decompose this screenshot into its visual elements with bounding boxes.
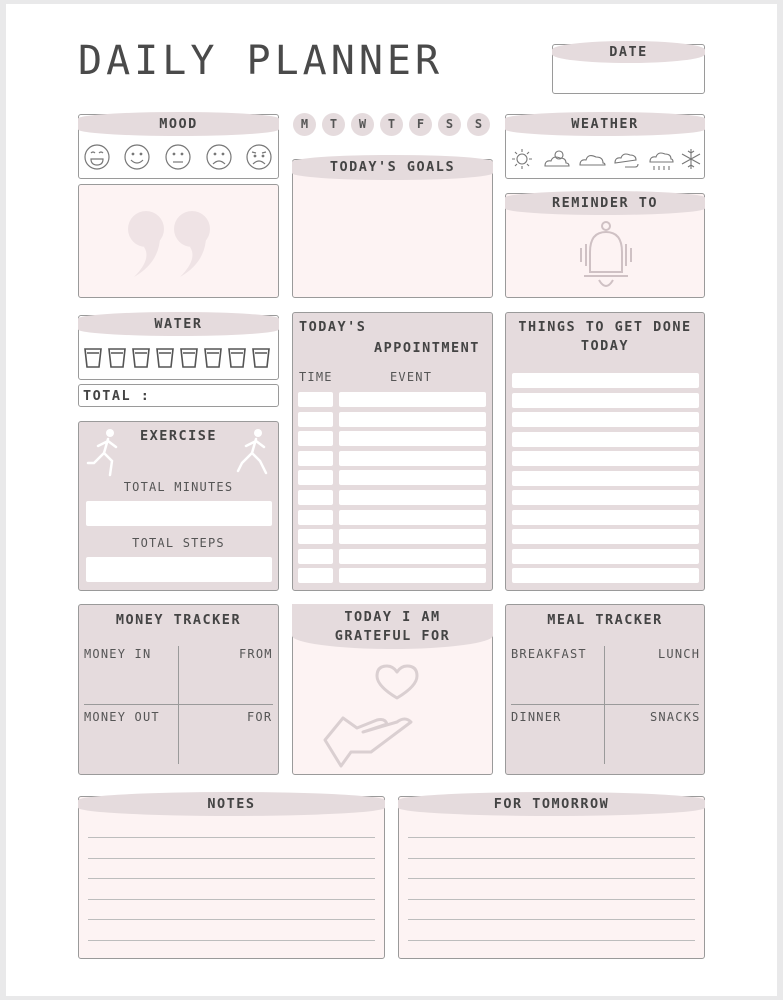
sun-icon[interactable]	[512, 149, 532, 169]
weekday-wed[interactable]: W	[351, 113, 374, 136]
ruled-line	[88, 837, 375, 838]
money-divider-h	[84, 704, 273, 705]
todo-item-row[interactable]	[512, 432, 699, 447]
appointment-event-cell[interactable]	[339, 490, 486, 505]
meal-divider-h	[511, 704, 699, 705]
appointment-title-line1: TODAY'S	[299, 319, 367, 335]
cloud-icon[interactable]	[580, 156, 605, 165]
todo-item-row[interactable]	[512, 549, 699, 564]
water-cup-icon[interactable]	[109, 349, 125, 367]
date-header: DATE	[552, 41, 705, 63]
sun-cloud-icon[interactable]	[545, 151, 569, 166]
ruled-line	[88, 858, 375, 859]
runner-left-icon	[86, 428, 126, 478]
ruled-line	[408, 837, 695, 838]
weekday-mon[interactable]: M	[293, 113, 316, 136]
appointment-event-cell[interactable]	[339, 412, 486, 427]
water-cups	[82, 346, 277, 370]
appointment-title-line2: APPOINTMENT	[374, 340, 480, 356]
notes-header: NOTES	[78, 792, 385, 816]
total-minutes-label: TOTAL MINUTES	[123, 480, 234, 494]
weekday-thu[interactable]: T	[380, 113, 403, 136]
weather-header: WEATHER	[505, 112, 705, 136]
todo-item-row[interactable]	[512, 451, 699, 466]
ruled-line	[88, 899, 375, 900]
water-cup-icon[interactable]	[181, 349, 197, 367]
money-divider-v	[178, 646, 179, 764]
ruled-line	[408, 858, 695, 859]
todo-item-row[interactable]	[512, 373, 699, 388]
snacks-label: SNACKS	[650, 710, 701, 724]
meal-tracker-title: MEAL TRACKER	[547, 612, 663, 628]
appointment-time-cell[interactable]	[298, 431, 333, 446]
weekday-sat[interactable]: S	[438, 113, 461, 136]
appointment-time-cell[interactable]	[298, 549, 333, 564]
todo-item-row[interactable]	[512, 510, 699, 525]
ruled-line	[408, 899, 695, 900]
appointment-time-cell[interactable]	[298, 529, 333, 544]
grateful-title-line2: GRATEFUL FOR	[334, 628, 451, 644]
money-tracker-title: MONEY TRACKER	[115, 612, 242, 628]
reminder-header: REMINDER TO	[505, 191, 705, 215]
water-cup-icon[interactable]	[157, 349, 173, 367]
mood-header: MOOD	[78, 112, 279, 136]
breakfast-label: BREAKFAST	[511, 647, 587, 661]
bell-icon	[576, 220, 636, 292]
snowflake-icon[interactable]	[682, 149, 700, 169]
runner-right-icon	[234, 428, 274, 478]
ruled-line	[408, 878, 695, 879]
meal-tracker-box	[505, 604, 705, 775]
ruled-line	[408, 919, 695, 920]
appointment-time-cell[interactable]	[298, 510, 333, 525]
todo-item-row[interactable]	[512, 471, 699, 486]
time-column-label: TIME	[299, 370, 333, 384]
sad-face-icon[interactable]	[207, 145, 231, 169]
mood-faces	[78, 142, 279, 172]
appointment-event-cell[interactable]	[339, 470, 486, 485]
ruled-line	[88, 940, 375, 941]
event-column-label: EVENT	[390, 370, 433, 384]
appointment-time-cell[interactable]	[298, 568, 333, 583]
appointment-event-cell[interactable]	[339, 568, 486, 583]
water-total-label: TOTAL :	[83, 388, 151, 404]
appointment-time-cell[interactable]	[298, 490, 333, 505]
tomorrow-header: FOR TOMORROW	[398, 792, 705, 816]
total-minutes-input[interactable]	[86, 501, 272, 526]
money-for-label: FOR	[247, 710, 273, 724]
appointment-time-cell[interactable]	[298, 451, 333, 466]
appointment-time-cell[interactable]	[298, 392, 333, 407]
weekday-sun[interactable]: S	[467, 113, 490, 136]
ruled-line	[408, 940, 695, 941]
water-cup-icon[interactable]	[205, 349, 221, 367]
weekday-fri[interactable]: F	[409, 113, 432, 136]
water-cup-icon[interactable]	[229, 349, 245, 367]
appointment-event-cell[interactable]	[339, 549, 486, 564]
meal-divider-v	[604, 646, 605, 764]
grateful-title-line1: TODAY I AM	[344, 609, 441, 625]
crying-face-icon[interactable]	[247, 145, 271, 169]
money-out-label: MONEY OUT	[84, 710, 160, 724]
goals-header: TODAY'S GOALS	[292, 155, 493, 180]
page-title: DAILY PLANNER	[78, 38, 444, 84]
total-steps-label: TOTAL STEPS	[132, 536, 225, 550]
appointment-event-cell[interactable]	[339, 451, 486, 466]
todo-item-row[interactable]	[512, 490, 699, 505]
rain-cloud-icon[interactable]	[650, 153, 673, 170]
appointment-time-cell[interactable]	[298, 470, 333, 485]
neutral-face-icon[interactable]	[166, 145, 190, 169]
things-title-line1: THINGS TO GET DONE	[518, 319, 692, 335]
water-header: WATER	[78, 312, 279, 336]
ruled-line	[88, 919, 375, 920]
exercise-title: EXERCISE	[139, 428, 218, 444]
smiling-face-icon[interactable]	[125, 145, 149, 169]
lunch-label: LUNCH	[658, 647, 701, 661]
dinner-label: DINNER	[511, 710, 562, 724]
laughing-face-icon[interactable]	[85, 145, 109, 169]
money-in-label: MONEY IN	[84, 647, 152, 661]
planner-page	[6, 4, 777, 996]
appointment-event-cell[interactable]	[339, 510, 486, 525]
total-steps-input[interactable]	[86, 557, 272, 582]
weekday-tue[interactable]: T	[322, 113, 345, 136]
todo-item-row[interactable]	[512, 393, 699, 408]
todo-item-row[interactable]	[512, 568, 699, 583]
water-cup-icon[interactable]	[85, 349, 101, 367]
appointment-event-cell[interactable]	[339, 529, 486, 544]
ruled-line	[88, 878, 375, 879]
heart-hand-icon	[321, 660, 431, 770]
weather-icons	[505, 147, 705, 173]
todo-item-row[interactable]	[512, 529, 699, 544]
appointment-time-cell[interactable]	[298, 412, 333, 427]
wind-cloud-icon[interactable]	[615, 154, 638, 167]
things-title-line2: TODAY	[580, 338, 630, 354]
appointment-event-cell[interactable]	[339, 431, 486, 446]
quote-icon	[124, 209, 219, 279]
appointment-event-cell[interactable]	[339, 392, 486, 407]
water-cup-icon[interactable]	[133, 349, 149, 367]
water-cup-icon[interactable]	[253, 349, 269, 367]
todo-item-row[interactable]	[512, 412, 699, 427]
money-from-label: FROM	[239, 647, 273, 661]
